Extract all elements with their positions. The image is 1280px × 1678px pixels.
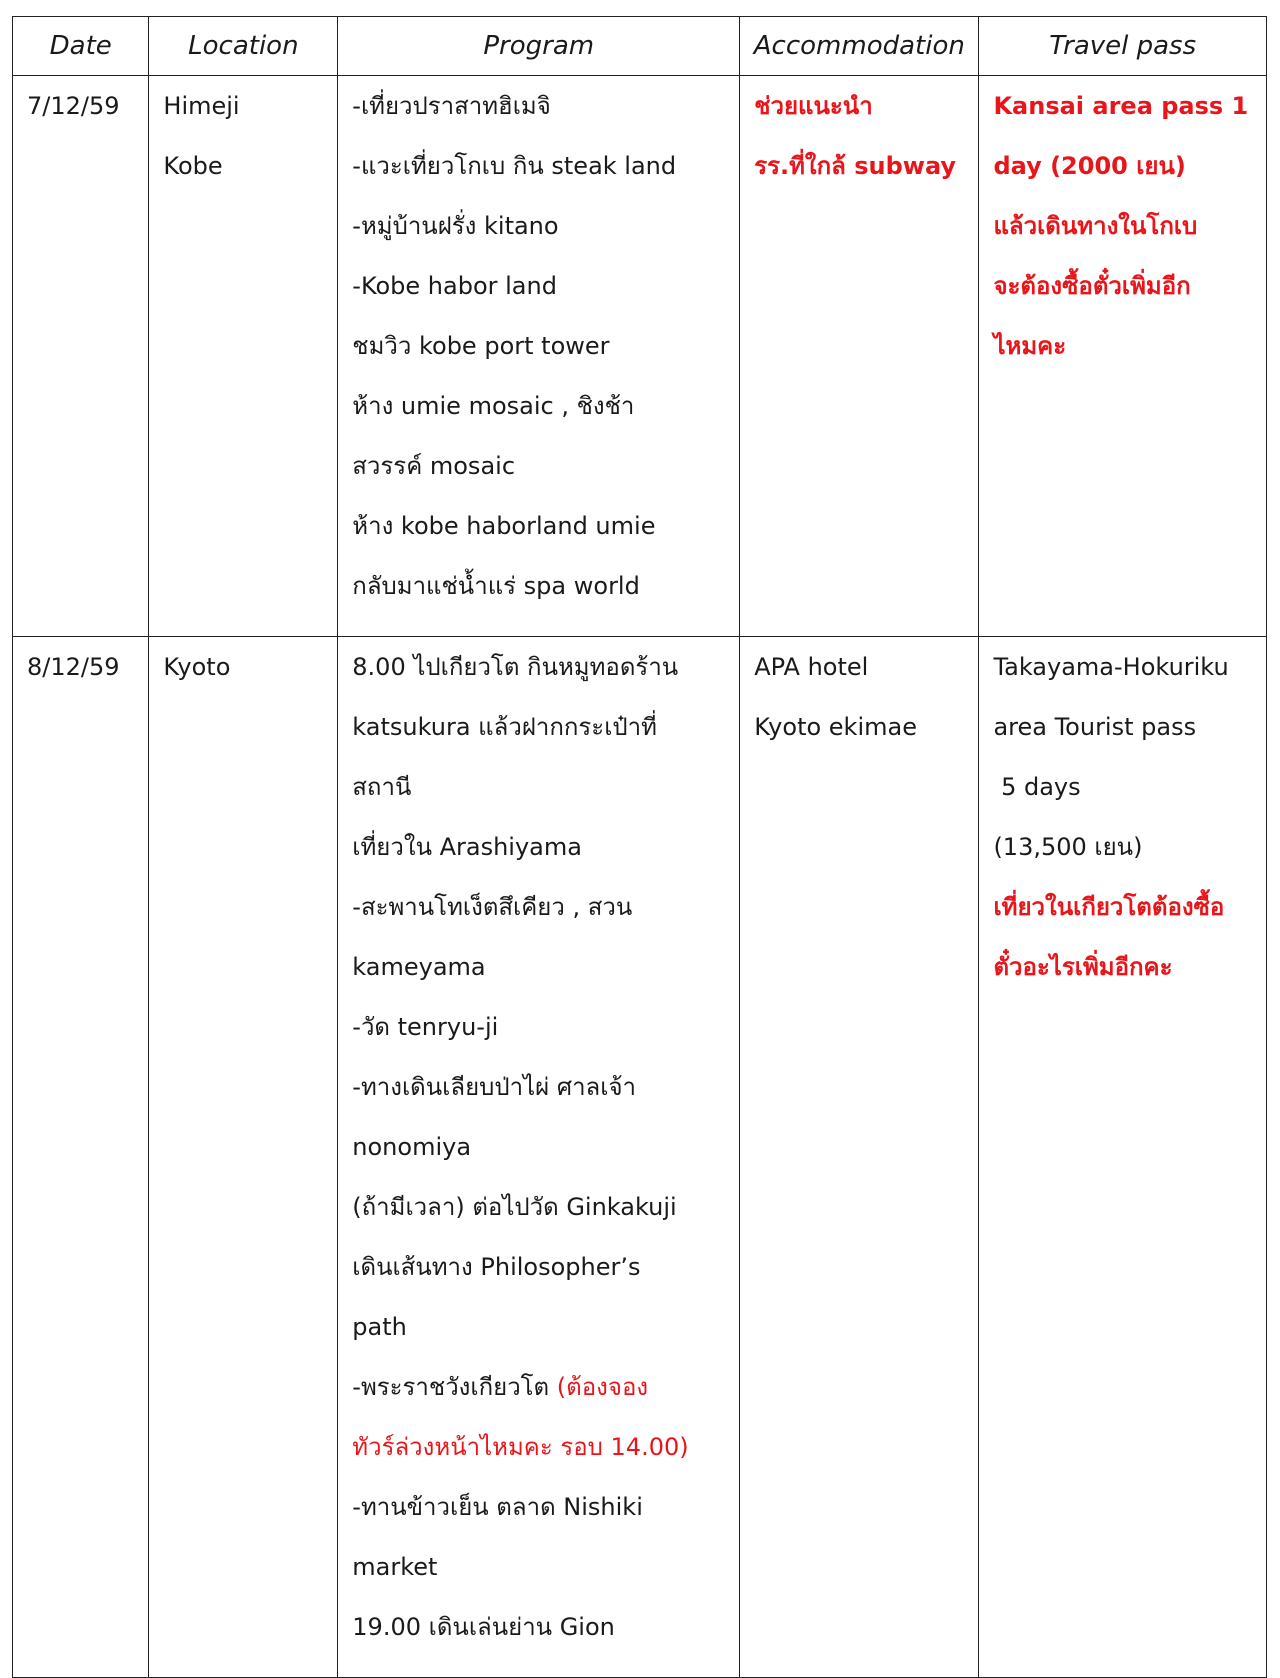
program-line-part: -พระราชวังเกียวโต [352, 1373, 550, 1401]
date-text: 8/12/59 [27, 653, 120, 681]
accommodation-cell [740, 637, 979, 1678]
travel-pass-question: ไหมคะ [993, 332, 1067, 360]
program-cell [338, 637, 740, 1678]
date-cell [13, 76, 149, 637]
program-line: สถานี [352, 773, 412, 801]
travel-pass-cell [979, 76, 1267, 637]
program-line: katsukura แล้วฝากกระเป๋าที่ [352, 713, 657, 741]
travel-pass-question: จะต้องซื้อตั๋วเพิ่มอีก [993, 272, 1191, 300]
accommodation-question: ช่วยแนะนำ [754, 92, 873, 120]
travel-pass-line: day (2000 เยน) [993, 152, 1186, 180]
location-line: Kyoto [163, 653, 231, 681]
travel-pass-question: เที่ยวในเกียวโตต้องซื้อ [993, 893, 1225, 921]
program-line: ชมวิว kobe port tower [352, 332, 610, 360]
program-line: กลับมาแช่น้ำแร่ spa world [352, 572, 640, 600]
header-date: Date [13, 17, 149, 76]
program-cell [338, 76, 740, 637]
header-row [13, 17, 1267, 76]
program-question: (ต้องจอง [556, 1373, 649, 1401]
program-line: เที่ยวใน Arashiyama [352, 833, 582, 861]
program-line: nonomiya [352, 1133, 472, 1161]
location-cell [149, 637, 338, 1678]
program-line: -สะพานโทเง็ตสึเคียว , สวน [352, 893, 633, 921]
travel-pass-line: area Tourist pass [993, 713, 1197, 741]
program-line: -แวะเที่ยวโกเบ กิน steak land [352, 152, 677, 180]
location-line: Kobe [163, 152, 223, 180]
travel-pass-question: แล้วเดินทางในโกเบ [993, 212, 1198, 240]
program-line: ห้าง kobe haborland umie [352, 512, 656, 540]
accommodation-line: Kyoto ekimae [754, 713, 917, 741]
program-line [352, 1369, 725, 1429]
header-location: Location [149, 17, 338, 76]
travel-pass-cell [979, 637, 1267, 1678]
program-line: -หมู่บ้านฝรั่ง kitano [352, 212, 559, 240]
program-line: 8.00 ไปเกียวโต กินหมูทอดร้าน [352, 653, 679, 681]
program-line: -ทานข้าวเย็น ตลาด Nishiki [352, 1493, 643, 1521]
header-program: Program [338, 17, 740, 76]
date-text: 7/12/59 [27, 92, 120, 120]
header-travel-pass: Travel pass [979, 17, 1267, 76]
program-line: 19.00 เดินเล่นย่าน Gion [352, 1613, 615, 1641]
travel-pass-line: Takayama-Hokuriku [993, 653, 1229, 681]
program-line: -วัด tenryu-ji [352, 1013, 499, 1041]
program-line: -Kobe habor land [352, 272, 557, 300]
travel-pass-line: (13,500 เยน) [993, 833, 1143, 861]
program-line: เดินเส้นทาง Philosopher’s [352, 1253, 641, 1281]
program-line: -ทางเดินเลียบป่าไผ่ ศาลเจ้า [352, 1073, 636, 1101]
accommodation-cell [740, 76, 979, 637]
travel-pass-line: Kansai area pass 1 [993, 92, 1249, 120]
itinerary-table [12, 16, 1267, 1678]
date-cell [13, 637, 149, 1678]
header-accommodation: Accommodation [740, 17, 979, 76]
program-line: (ถ้ามีเวลา) ต่อไปวัด Ginkakuji [352, 1193, 677, 1221]
location-cell [149, 76, 338, 637]
program-line: -เที่ยวปราสาทฮิเมจิ [352, 92, 551, 120]
table-row [13, 637, 1267, 1678]
program-line: ห้าง umie mosaic , ชิงช้า [352, 392, 635, 420]
table-row [13, 76, 1267, 637]
location-line: Himeji [163, 92, 240, 120]
travel-pass-question: ตั๋วอะไรเพิ่มอีกคะ [993, 953, 1173, 981]
program-question: ทัวร์ล่วงหน้าไหมคะ รอบ 14.00) [352, 1433, 689, 1461]
program-line: kameyama [352, 953, 486, 981]
program-line: path [352, 1313, 407, 1341]
travel-pass-line: 5 days [993, 773, 1081, 801]
accommodation-question: รร.ที่ใกล้ subway [754, 152, 957, 180]
program-line: market [352, 1553, 438, 1581]
program-line: สวรรค์ mosaic [352, 452, 516, 480]
accommodation-line: APA hotel [754, 653, 869, 681]
